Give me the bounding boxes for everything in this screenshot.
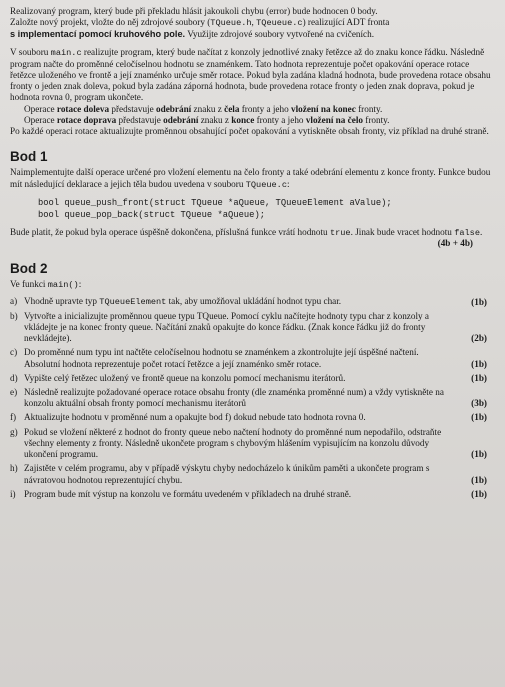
task-print-note: Po každé operaci rotace aktualizujte proměnnou obsahující počet opakování a vytiskněte obsah fronty, viz příklad na druhé straně.: [10, 126, 489, 137]
task-item-c: c) Do proměnné num typu int načtěte celočíselnou hodnotu se znaménkem a zkontrolujte její úspěšné načtení. Absolutní hodnota reprezentuje počet rotací řetězce a její znaménko směr rotace. (1b): [10, 347, 487, 369]
intro-section: [10, 6, 495, 41]
task-main-paragraph: V souboru main.c realizujte program, který bude načítat z konzoly jednotlivé znaky řetězce až do znaku konce řádku. Následně program načte do proměnné celočíselnou hodnotu se znaménkem. Tato hodnota reprezentuje počet opakování operace rotace řetězce uloženého ve frontě a její znaménko určuje směr rotace. Pokud byla zadána kladná hodnota, bude provedena rotace obsahu fronty o jeden znak doleva, pokud byla zadána záporná hodnota, bude provedena rotace fronty o jeden znak doprava, pokud je hodnota rovna 0, program ukončete.: [10, 46, 491, 103]
task-item-f: f) Aktualizujte hodnotu v proměnné num a opakujte bod f) dokud nebude tato hodnota rovna 0. (1b): [10, 412, 487, 423]
bod1-description: Naimplementujte další operace určené pro vložení elementu na čelo fronty a také odebrání elementu z konce fronty. Funkce budou mít následující deklarace a jejich těla budou uvedena v souboru TQueue.c:: [10, 167, 491, 190]
task-description: [10, 47, 495, 138]
intro-implementation: s implementací pomocí kruhového pole. Využijte zdrojové soubory vytvořené na cvičeních.: [10, 29, 375, 40]
task-item-d: d) Vypište celý řetězec uložený ve frontě queue na konzolu pomocí mechanismu iterátorů. (1b): [10, 372, 487, 383]
code-pop-back: bool queue_pop_back(struct TQueue *aQueue);: [38, 209, 265, 220]
task-item-g: g) Pokud se vložení některé z hodnot do fronty queue nebo načtení hodnoty do proměnné num nepodařilo, odstraňte všechny elementy z fronty. Následně ukončete program s chybovým hlášením vypisujícím na konzolu důvody ukončení programu. (1b): [10, 426, 487, 460]
rotate-right-definition: Operace rotace doprava představuje odebrání znaku z konce fronty a jeho vložení na čelo fronty.: [24, 114, 390, 125]
rotate-left-definition: Operace rotace doleva představuje odebrání znaku z čela fronty a jeho vložení na konec fronty.: [24, 103, 383, 114]
task-item-i: i) Program bude mít výstup na konzolu ve formátu uvedeném v příkladech na druhé straně. (1b): [10, 488, 487, 499]
bod1-points: (4b + 4b): [437, 238, 473, 249]
task-item-e: e) Následně realizujte požadované operace rotace obsahu fronty (dle znaménka proměnné num) a vždy vytiskněte na konzolu aktuální obsah fronty pomocí mechanismu iterátorů (3b): [10, 387, 487, 409]
intro-warning: Realizovaný program, který bude při překladu hlásit jakoukoli chybu (error) bude hodnocen 0 body.: [10, 6, 378, 16]
task-item-b: b) Vytvořte a inicializujte proměnnou queue typu TQueue. Pomocí cyklu načítejte hodnoty typu char z konzoly a vkládejte je na konec fronty queue. Načítání znaků opakujte do konce řádku. (Znak konce řádku již do fronty nevkládejte). (2b): [10, 310, 487, 344]
bod2-heading: Bod 2: [10, 261, 48, 277]
intro-project: Založte nový projekt, vložte do něj zdrojové soubory (TQueue.h, TQeueue.c) realizující ADT fronta: [10, 17, 390, 29]
task-item-h: h) Zajistěte v celém programu, aby v případě výskytu chyby nedocházelo k únikům paměti a ukončete program s návratovou hodnotou reprezentující chybu. (1b): [10, 463, 487, 485]
task-item-a: a) Vhodně upravte typ TQueueElement tak, aby umožňoval ukládání hodnot typu char. (1b): [10, 295, 487, 307]
bod2-task-list: [10, 296, 495, 500]
bod1-code-declarations: [10, 191, 495, 227]
bod1-return-note: Bude platit, že pokud byla operace úspěšně dokončena, příslušná funkce vrátí hodnotu true. Jinak bude vracet hodnotu false.: [10, 226, 483, 238]
bod1-heading: Bod 1: [10, 149, 48, 165]
bod2-intro: Ve funkci main():: [10, 279, 82, 291]
code-push-front: bool queue_push_front(struct TQueue *aQueue, TQueueElement aValue);: [38, 197, 392, 208]
